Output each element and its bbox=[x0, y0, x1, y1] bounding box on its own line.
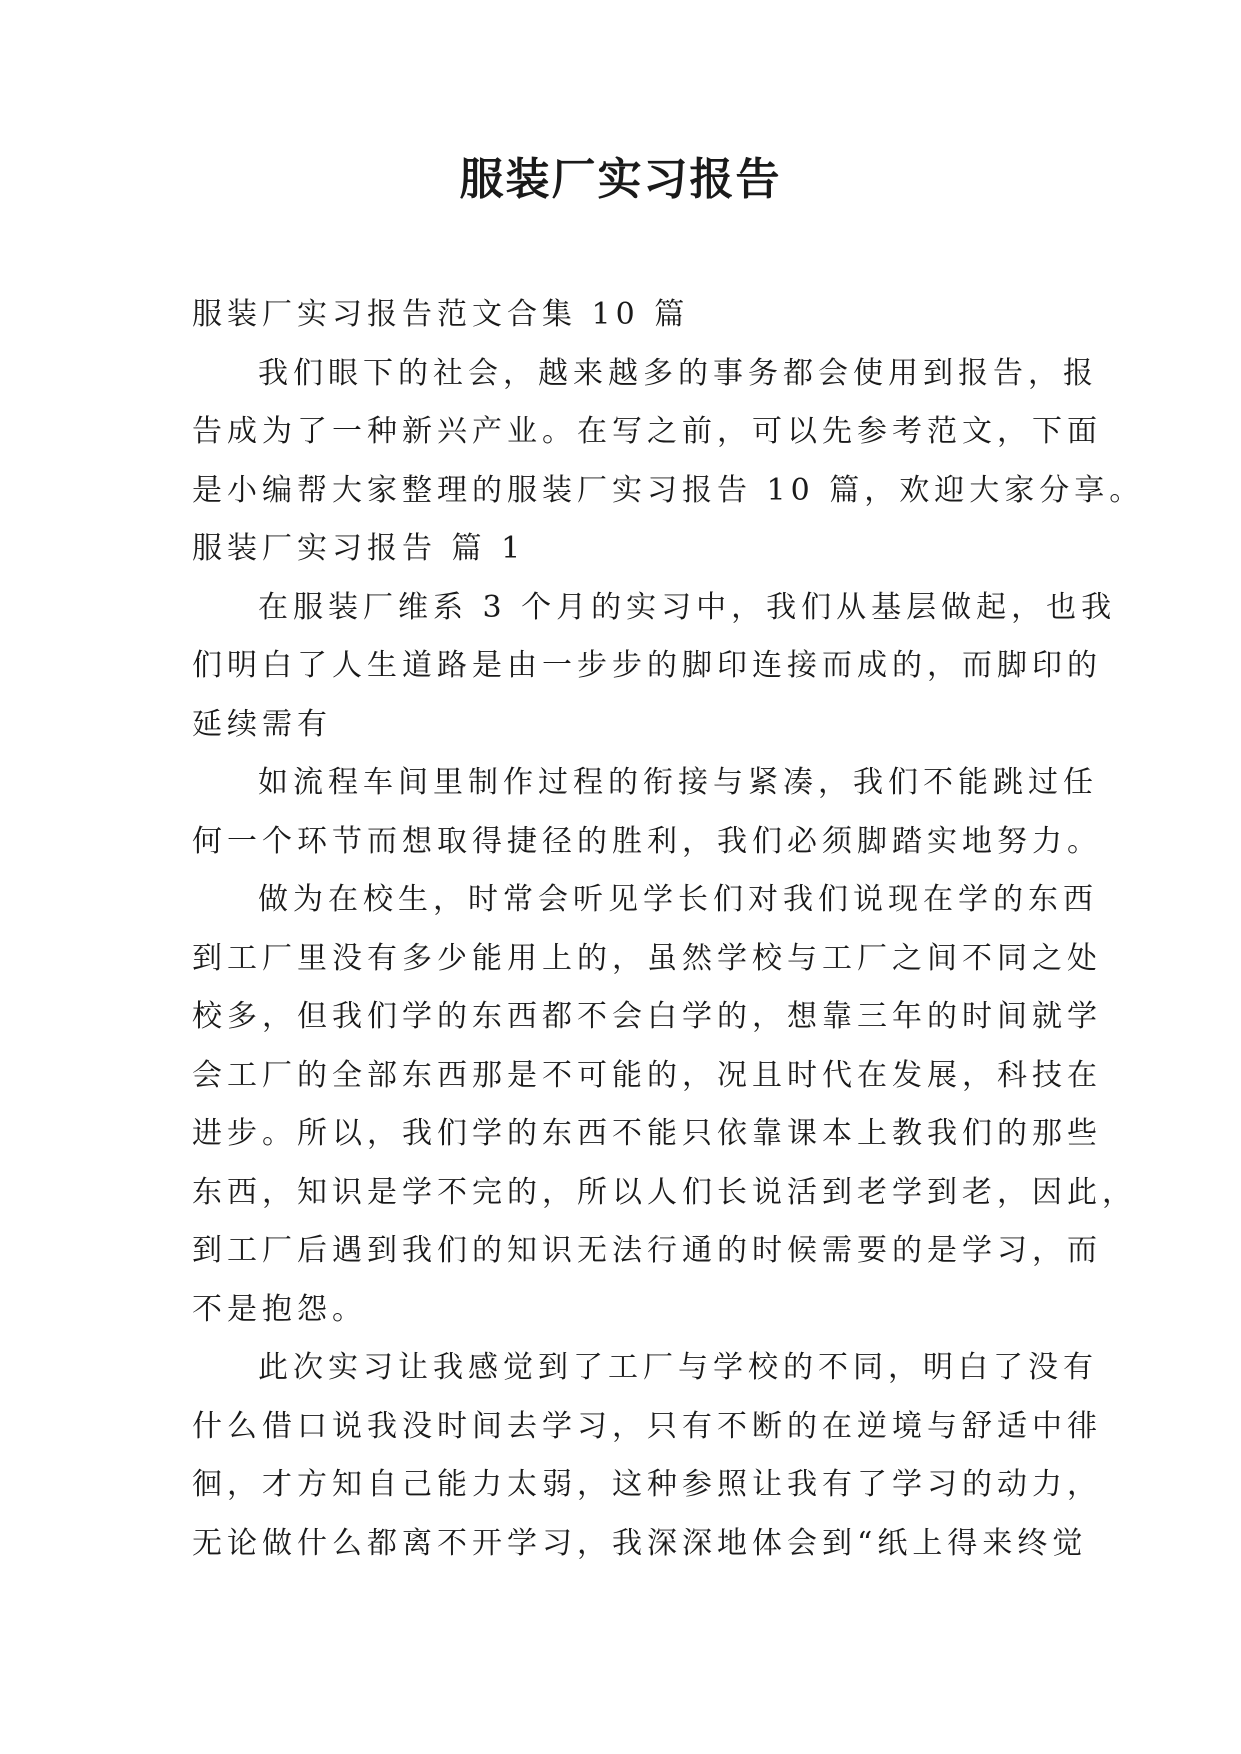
document-body bbox=[192, 286, 1145, 1573]
body-line: 在服装厂维系 3 个月的实习中，我们从基层做起，也我 bbox=[258, 589, 1117, 625]
body-line: 们明白了人生道路是由一步步的脚印连接而成的，而脚印的 bbox=[192, 648, 1102, 683]
body-line: 徊，才方知自己能力太弱，这种参照让我有了学习的动力， bbox=[192, 1467, 1102, 1502]
body-line: 校多，但我们学的东西都不会白学的，想靠三年的时间就学 bbox=[192, 999, 1102, 1034]
body-line: 服装厂实习报告范文合集 10 篇 bbox=[192, 297, 690, 332]
body-line: 进步。所以，我们学的东西不能只依靠课本上教我们的那些 bbox=[192, 1116, 1102, 1151]
body-line: 如流程车间里制作过程的衔接与紧凑，我们不能跳过任 bbox=[258, 765, 1098, 800]
body-line: 延续需有 bbox=[192, 706, 332, 742]
body-line: 东西，知识是学不完的，所以人们长说活到老学到老，因此， bbox=[192, 1174, 1137, 1210]
body-line: 做为在校生，时常会听见学长们对我们说现在学的东西 bbox=[258, 882, 1098, 917]
body-line: 会工厂的全部东西那是不可能的，况且时代在发展，科技在 bbox=[192, 1057, 1102, 1093]
section-heading: 服装厂实习报告 篇 1 bbox=[192, 531, 526, 566]
body-line: 无论做什么都离不开学习，我深深地体会到“纸上得来终觉 bbox=[192, 1525, 1088, 1561]
body-line: 我们眼下的社会，越来越多的事务都会使用到报告，报 bbox=[258, 355, 1098, 391]
body-line: 到工厂里没有多少能用上的，虽然学校与工厂之间不同之处 bbox=[192, 940, 1102, 976]
body-line: 到工厂后遇到我们的知识无法行通的时候需要的是学习，而 bbox=[192, 1233, 1102, 1268]
document-title: 服装厂实习报告 bbox=[459, 154, 782, 205]
body-line: 告成为了一种新兴产业。在写之前，可以先参考范文，下面 bbox=[192, 414, 1102, 449]
body-line: 何一个环节而想取得捷径的胜利，我们必须脚踏实地努力。 bbox=[192, 823, 1102, 859]
body-line: 什么借口说我没时间去学习，只有不断的在逆境与舒适中徘 bbox=[192, 1408, 1102, 1444]
body-line: 是小编帮大家整理的服装厂实习报告 10 篇，欢迎大家分享。 bbox=[192, 472, 1145, 508]
body-line: 不是抱怨。 bbox=[192, 1291, 367, 1327]
body-line: 此次实习让我感觉到了工厂与学校的不同，明白了没有 bbox=[258, 1350, 1098, 1385]
